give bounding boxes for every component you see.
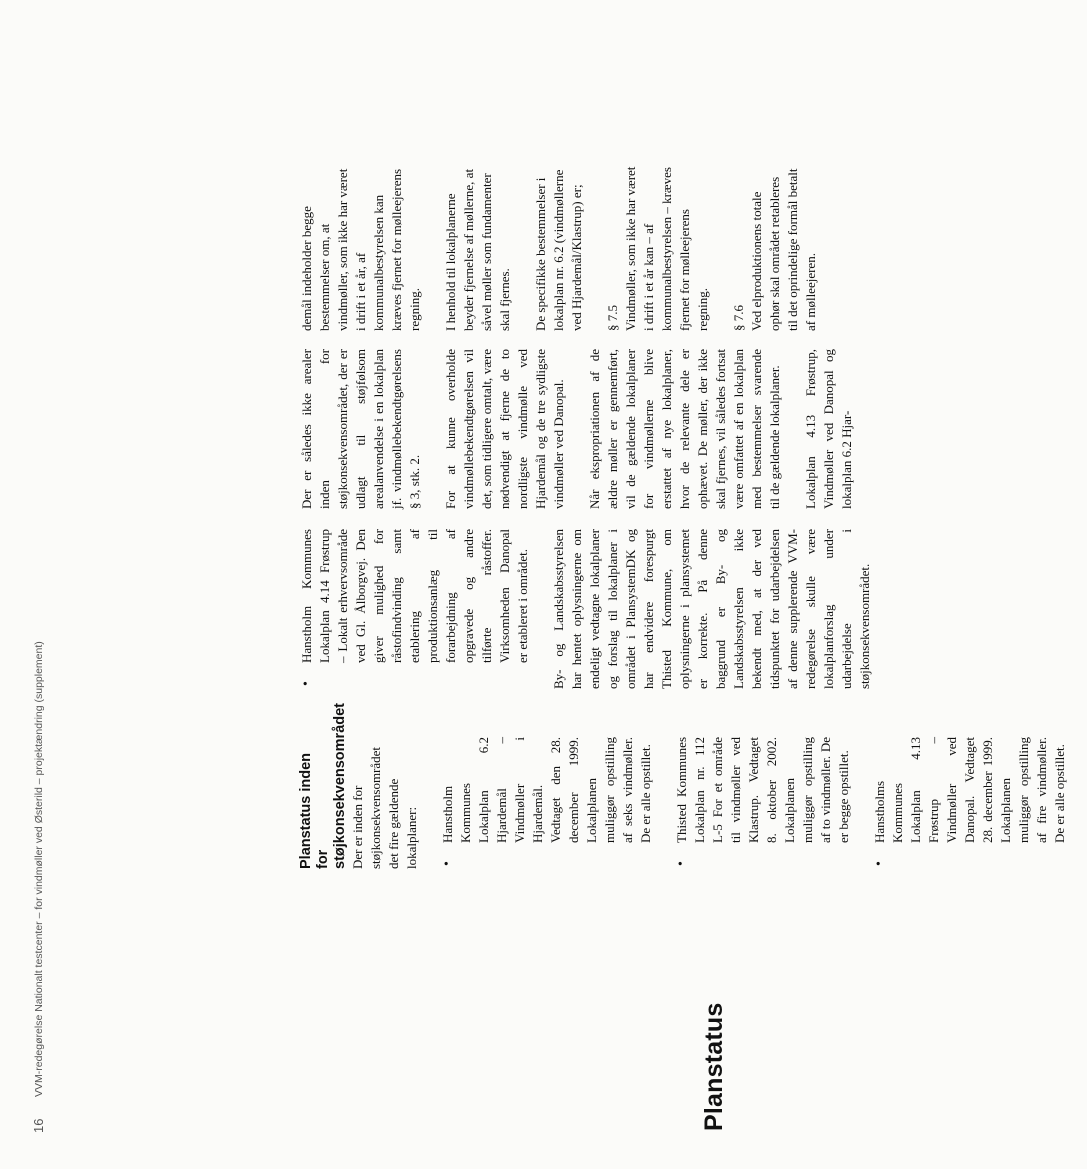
- column-4: [298, 166, 838, 331]
- lokalplan-list-continued: [298, 529, 532, 689]
- page-title: Planstatus: [700, 1002, 728, 1131]
- paragraph: For at kunne overholde vindmøllebekendtgørelsen vil det, som tidligere omtalt, være nødvendigt at fjerne de to nordligste vindmølle ved Hjardemål og de tre sydligste vindmøller ved Danopal.: [443, 349, 566, 509]
- column-1: [298, 702, 1087, 869]
- paragraph: Lokalplan 4.13 Frøstrup, Vindmøller ved Danopal og lokalplan 6.2 Hjar-: [803, 349, 854, 509]
- list-item: • Thisted Kommunes Lokalplan nr. 112 L-5 For et område til vindmøller ved Klastrup. Vedtaget 8. oktober 2002. Lokalplanen muliggør opstilling af to vindmøller. De er begge opstillet.: [673, 737, 853, 869]
- paragraph: demål indeholder begge bestemmelser om, at vindmøller, som ikke har været i drift i et år, af kommunalbestyrelsen kan kræves fjernet for mølleejerens regning.: [299, 168, 422, 331]
- paragraph: By- og Landskabsstyrelsen har hentet oplysningerne om endeligt vedtagne lokalplaner og forslag til lokalplaner i området i PlansystemDK og har endvidere forespurgt Thisted Kommune, om oplysningerne i plansystemet er korrekte. På denne baggrund er By- og Landskabsstyrelsen ikke bekendt med, at der ved tidspunktet for udarbejdelsen af denne supplerende VVM-redegørelse skulle være lokalplanforslag under udarbejdelse i støjkonsekvensområdet.: [551, 529, 872, 689]
- column-2: [298, 529, 892, 689]
- lokalplan-list: [439, 737, 1069, 869]
- paragraph: Når ekspropriationen af de ældre møller er gennemført, vil de gældende lokalplaner for vindmøllerne blive erstattet af nye lokalplaner, hvor de relevante dele er ophævet. De møller, der ikke skal fjernes, vil således fortsat være omfattet af en lokalplan med bestemmelser svarende til de gældende lokalplaner.: [587, 349, 782, 509]
- page-footer: [16, 641, 46, 1133]
- section-heading-line2: støjkonsekvensområdet: [332, 702, 348, 869]
- paragraph: I henhold til lokalplanerne beyder fjernelse af møllerne, at såvel møller som fundamenter skal fjernes.: [443, 168, 512, 331]
- paragraph: Ved elproduktionens totale ophør skal området retableres til det oprindelige formål betalt af mølleejeren.: [749, 168, 818, 331]
- section-heading-line1: Planstatus inden for: [298, 752, 331, 869]
- list-item: • Hanstholms Kommunes Lokalplan 4.13 Frøstrup – Vindmøller ved Danopal. Vedtaget 28. december 1999. Lokalplanen muliggør opstilling af fire vindmøller. De er alle opstillet.: [871, 737, 1069, 869]
- list-item: • Hanstholm Kommunes Lokalplan 6.2 Hjardemål – Vindmøller i Hjardemål. Vedtaget den 28. december 1999. Lokalplanen muliggør opstilling af seks vindmøller. De er alle opstillet.: [439, 737, 655, 869]
- intro-paragraph: Der er inden for støjkonsekvensområdet det fire gældende lokalplaner:: [350, 746, 419, 869]
- section-number: § 7.5: [605, 305, 620, 331]
- list-item: • Hanstholm Kommunes Lokalplan 4.14 Frøstrup – Lokalt erhvervsområde ved Gl. Ålborgvej. Den giver mulighed for råstofindvinding samt etablering af produktionsanlæg til forarbejdning af opgravede og andre tilførte råstoffer. Virksomheden Danopal er etableret i området.: [298, 529, 532, 689]
- section-number: § 7.6: [731, 305, 746, 331]
- paragraph: Vindmøller, som ikke har været i drift i et år kan – af kommunalbestyrelsen – kræves fjernet for mølleejerens regning.: [623, 166, 710, 331]
- paragraph: Der er således ikke arealer inden for støjkonsekvensområdet, der er udlagt til støjfølsom arealanvendelse i en lokalplan jf. vindmøllebekendtgørelsens § 3, stk. 2.: [299, 349, 422, 509]
- page-number: 16: [31, 1118, 46, 1133]
- footer-text: VVM-redegørelse Nationalt testcenter – for vindmøller ved Østerild – projektændring (supplement): [33, 641, 45, 1097]
- column-3: [298, 349, 874, 509]
- paragraph: De specifikke bestemmelser i lokalplan nr. 6.2 (vindmøllerne ved Hjardemål/Klastrup) er;: [533, 169, 584, 331]
